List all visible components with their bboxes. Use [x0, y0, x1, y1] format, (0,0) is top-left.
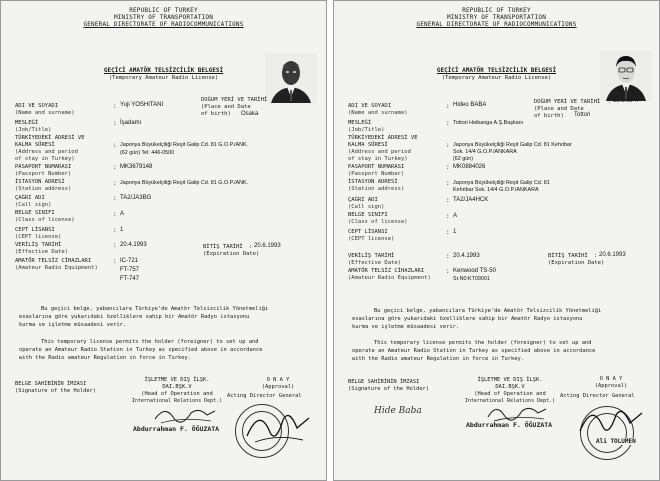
colon: : — [446, 213, 450, 220]
label-call-sign-en: (Call sign) — [15, 202, 52, 208]
terms-english — [352, 339, 647, 363]
signatory-name: Abdurrahman F. ÖĞUZATA — [133, 425, 220, 433]
label-expiration-en: (Expiration Date) — [548, 260, 605, 266]
label-stay-2: KALMA SÜRESİ — [15, 142, 55, 148]
dept-label: İŞLETME VE DIŞ İLŞK. — [144, 377, 210, 383]
label-station-en: (Station address) — [15, 186, 72, 192]
birth-place: Osaka — [241, 111, 259, 117]
terms-line: esaslarına göre yukarıdaki özelliklere sahip bir Amatör Radyo istasyonu — [352, 316, 583, 322]
label-equipment: AMATÖR TELSİZ CİHAZLARI — [15, 258, 92, 264]
call-sign: TA2/JA4HCK — [453, 197, 489, 203]
label-stay-en2: of stay in Turkey) — [348, 156, 408, 162]
colon: : — [113, 180, 117, 187]
dept-label-2: DAI.BŞK.V — [162, 384, 192, 390]
label-equipment: AMATÖR TELSİZ CİHAZLARI — [348, 268, 425, 274]
label-equipment-en: (Amateur Radio Equipment) — [15, 265, 98, 271]
label-birth-en1: (Place and Date — [201, 104, 251, 110]
colon: : — [113, 120, 117, 127]
dept-label-2: DAI.BŞK.V — [495, 384, 525, 390]
approval-label: O N A Y — [266, 377, 290, 383]
effective-date: 20.4.1993 — [120, 242, 147, 248]
colon: : — [446, 197, 450, 204]
label-birth: DOĞUM YERİ VE TARİHİ — [534, 99, 601, 105]
approver-name: Ali TOLUMEN — [596, 438, 636, 445]
approval-label: O N A Y — [599, 376, 623, 382]
label-birth-en1: (Place and Date — [534, 106, 584, 112]
label-effective-date-en: (Effective Date) — [15, 249, 68, 255]
label-birth-en2: of birth) — [534, 113, 564, 119]
colon: : — [275, 97, 279, 103]
label-expiration: BİTİŞ TARİHİ — [203, 244, 243, 250]
dept-signature-mark — [151, 401, 221, 427]
station-address: Japonya Büyükelçiliği Reşit Galip Cd. 81 G.O.P./ANK. — [120, 180, 249, 186]
call-sign: TA2/JA3BG — [120, 195, 152, 201]
birth-date: 22.2.1947 — [613, 98, 640, 104]
birth-date: 11.9.1936 — [280, 96, 307, 102]
passport-number: MK3679148 — [120, 164, 153, 170]
terms-line: This temporary license permits the holder (foreigner) to set up and — [374, 340, 592, 346]
cept-license: 1 — [453, 229, 457, 235]
terms-turkish — [19, 305, 314, 329]
equipment-item: IC-721 — [120, 258, 139, 264]
colon: : — [446, 180, 450, 187]
colon: : — [446, 268, 450, 275]
director-signature-mark — [572, 403, 646, 443]
colon: : — [446, 142, 450, 149]
colon: : — [446, 164, 450, 171]
label-station-en: (Station address) — [348, 186, 405, 192]
holder-signature-label: BELGE SAHİBİNİN İMZASI — [348, 379, 420, 385]
cept-license: 1 — [120, 227, 124, 233]
effective-date: 20.4.1993 — [453, 253, 480, 259]
label-passport-en: (Passport Number) — [15, 171, 72, 177]
label-name: ADI VE SOYADI — [348, 103, 392, 109]
label-cept-en: (CEPT license) — [15, 234, 62, 240]
dept-label-en-2: International Relations Dept.) — [131, 398, 223, 404]
label-name: ADI VE SOYADI — [15, 103, 59, 109]
header-directorate: GENERAL DIRECTORATE OF RADIOCOMMUNICATIONS — [83, 21, 244, 28]
terms-line: Bu geçici belge, yabancılara Türkiye'de Amatör Telsizcilik Yönetmeliği — [374, 308, 602, 314]
license-document-baba — [333, 0, 660, 481]
label-call-sign: ÇAĞRI ADI — [15, 195, 45, 201]
terms-line: operate an Amateur Radio Station in Turkey as specified above in accordance — [352, 348, 596, 354]
equipment-serial: Sr.N0:KT09001 — [453, 276, 490, 282]
label-expiration-en: (Expiration Date) — [203, 251, 260, 257]
form-title: GEÇİCİ AMATÖR TELSİZCİLİK BELGESİ — [436, 67, 557, 74]
stay-address: Japonya Büyükelçiliği Reşit Galip Cd. 81 G.O.P./ANK. — [120, 142, 249, 148]
colon: : — [113, 142, 117, 149]
terms-line: kurma ve işletme müsaadesi verir. — [19, 322, 127, 328]
dept-label-en: (Head of Operation and — [474, 391, 546, 397]
label-effective-date: VERİLİŞ TARİHİ — [348, 253, 395, 259]
label-name-en: (Name and surname) — [15, 110, 75, 116]
stay-period: (62 gün) Tel: 446-0500 — [120, 150, 175, 156]
holder-name: Hideo BABA — [453, 102, 487, 108]
colon: : — [446, 229, 450, 236]
label-class: BELGE SINIFI — [348, 212, 388, 218]
label-job-en: (Job/Title) — [15, 127, 52, 133]
license-document-yoshitani — [0, 0, 327, 481]
terms-turkish — [352, 307, 647, 331]
label-stay-en1: (Address and period — [348, 149, 411, 155]
director-signature-mark — [241, 406, 313, 452]
label-cept-en: (CEPT license) — [348, 236, 395, 242]
label-passport: PASAPORT NUMARASI — [15, 164, 72, 170]
approval-title: Acting Director General — [227, 393, 302, 399]
header-ministry: MINISTRY OF TRANSPORTATION — [113, 14, 214, 21]
license-class: A — [120, 211, 125, 217]
terms-line: with the Radio amateur Regulation in force in Turkey. — [19, 355, 192, 361]
terms-line: kurma ve işletme müsaadesi verir. — [352, 324, 460, 330]
label-cept: CEPT LİSANSI — [348, 229, 388, 235]
label-equipment-en: (Amateur Radio Equipment) — [348, 275, 431, 281]
dept-label: İŞLETME VE DIŞ İLŞK. — [477, 377, 543, 383]
terms-line: This temporary license permits the holder (foreigner) to set up and — [41, 339, 259, 345]
equipment-item: Kenwood TS-50 — [453, 268, 496, 274]
label-effective-date-en: (Effective Date) — [348, 260, 401, 266]
label-stay: TÜRKİYEDEKİ ADRESİ VE — [15, 135, 85, 141]
label-class-en: (Class of license) — [348, 219, 408, 225]
colon: : — [446, 120, 450, 127]
colon: : — [113, 227, 117, 234]
terms-line: esaslarına göre yukarıdaki özelliklere sahip bir Amatör Radyo istasyonu — [19, 314, 250, 320]
label-name-en: (Name and surname) — [348, 110, 408, 116]
header-country: REPUBLIC OF TURKEY — [129, 7, 198, 14]
stay-period: (62 gün) — [453, 156, 474, 162]
colon: : — [113, 103, 117, 110]
colon: : — [113, 195, 117, 202]
holder-signature-label-en: (Signature of the Holder) — [15, 388, 97, 394]
holder-job: İşadamı — [120, 120, 142, 126]
label-station: İSTASYON ADRESİ — [15, 179, 65, 185]
label-birth: DOĞUM YERİ VE TARİHİ — [201, 97, 268, 103]
form-subtitle: (Temporary Amateur Radio License) — [441, 75, 552, 81]
label-job: MESLEĞİ — [15, 120, 39, 126]
colon: : — [446, 103, 450, 110]
label-cept: CEPT LİSANSI — [15, 227, 55, 233]
holder-name: Yuji YOSHITANI — [120, 102, 164, 108]
label-stay-en2: of stay in Turkey) — [15, 156, 75, 162]
form-title: GEÇİCİ AMATÖR TELSİZCİLİK BELGESİ — [103, 67, 224, 74]
signatory-name: Abdurrahman F. ÖĞUZATA — [466, 421, 553, 429]
header-country: REPUBLIC OF TURKEY — [462, 7, 531, 14]
colon: : — [113, 258, 117, 265]
colon: : — [113, 211, 117, 218]
label-passport-en: (Passport Number) — [348, 171, 405, 177]
approval-title: Acting Director General — [560, 393, 635, 399]
expiration-date: 20.6.1993 — [599, 252, 626, 258]
stay-address-2: Sok. 14/4 G.O.P./ANKARA — [453, 149, 517, 155]
holder-signature-label-en: (Signature of the Holder) — [348, 386, 430, 392]
label-job: MESLEĞİ — [348, 120, 372, 126]
holder-signature-label: BELGE SAHİBİNİN İMZASI — [15, 381, 87, 387]
stay-address: Japonya Büyükelçiliği Reşit Galip Cd. 81 Kehribar — [453, 142, 572, 148]
label-stay: TÜRKİYEDEKİ ADRESİ VE — [348, 135, 418, 141]
colon: : — [113, 242, 117, 249]
label-job-en: (Job/Title) — [348, 127, 385, 133]
label-class: BELGE SINIFI — [15, 210, 55, 216]
birth-place: Tottori — [574, 112, 591, 118]
label-stay-en1: (Address and period — [15, 149, 78, 155]
holder-signature: Hide Baba — [374, 406, 422, 416]
terms-english — [19, 338, 314, 362]
label-effective-date: VERİLİŞ TARİHİ — [15, 242, 62, 248]
approval-label-en: (Approval) — [261, 384, 295, 390]
label-class-en: (Class of license) — [15, 217, 75, 223]
label-expiration: BİTİŞ TARİHİ — [548, 253, 588, 259]
approval-label-en: (Approval) — [594, 383, 628, 389]
label-call-sign: ÇAĞRI ADI — [348, 197, 378, 203]
form-subtitle: (Temporary Amateur Radio License) — [108, 75, 219, 81]
colon: : — [608, 99, 612, 105]
station-address: Japonya Büyükelçiliği Reşit Galip Cd. 81 — [453, 180, 550, 186]
equipment-item: FT-747 — [120, 276, 140, 282]
terms-line: Bu geçici belge, yabancılara Türkiye'de Amatör Telsizcilik Yönetmeliği — [41, 306, 269, 312]
holder-job: Tottori Heibanga A.Ş.Başkanı — [453, 120, 524, 126]
label-station: İSTASYON ADRESİ — [348, 179, 398, 185]
terms-line: operate an Amateur Radio Station in Turkey as specified above in accordance — [19, 347, 263, 353]
header-directorate: GENERAL DIRECTORATE OF RADIOCOMMUNICATIONS — [416, 21, 577, 28]
colon: : — [113, 164, 117, 171]
colon: : — [594, 253, 598, 259]
expiration-date: 20.6.1993 — [254, 243, 281, 249]
label-call-sign-en: (Call sign) — [348, 204, 385, 210]
label-stay-2: KALMA SÜRESİ — [348, 142, 388, 148]
equipment-item: FT-757 — [120, 267, 140, 273]
colon: : — [249, 244, 253, 250]
passport-number: MK0884026 — [453, 164, 486, 170]
station-address-2: Kehribar Sok. 14/4 G.O.P./ANKARA — [453, 187, 539, 193]
terms-line: with the Radio amateur Regulation in force in Turkey. — [352, 356, 525, 362]
license-class: A — [453, 213, 458, 219]
label-birth-en2: of birth) — [201, 111, 231, 117]
colon: : — [446, 253, 450, 260]
dept-label-en: (Head of Operation and — [141, 391, 213, 397]
header-ministry: MINISTRY OF TRANSPORTATION — [446, 14, 547, 21]
label-passport: PASAPORT NUMARASI — [348, 164, 405, 170]
dept-label-en-2: International Relations Dept.) — [464, 398, 556, 404]
